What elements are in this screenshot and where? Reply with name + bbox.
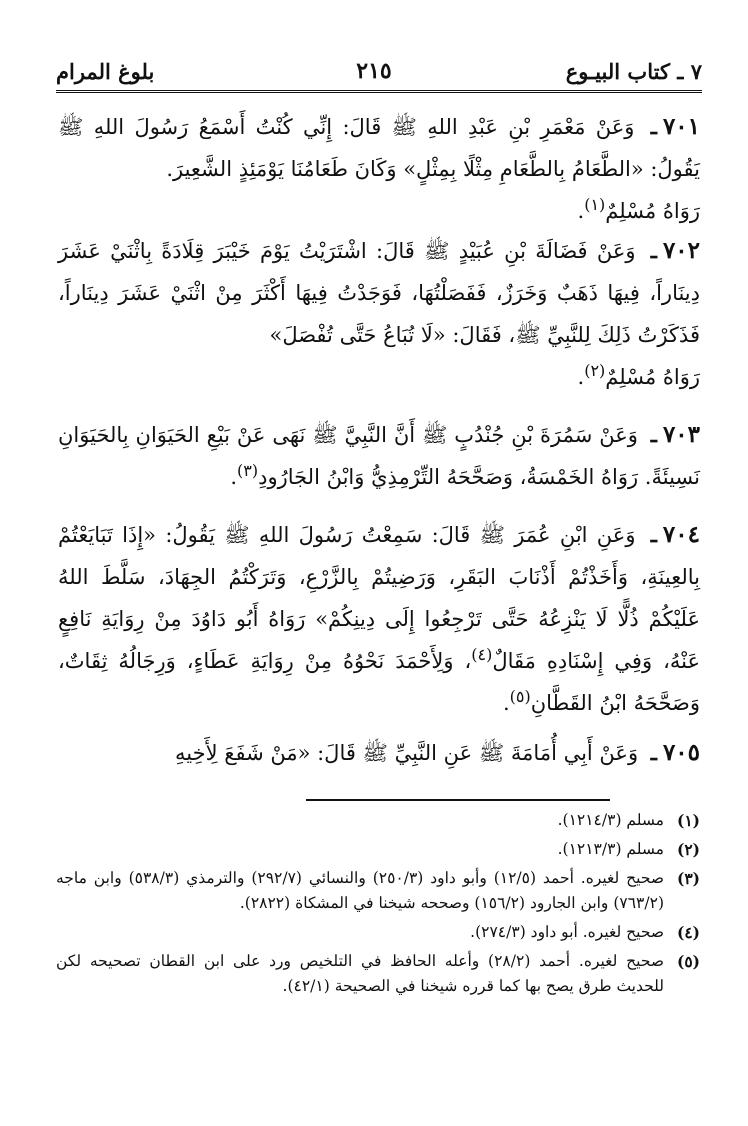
hadith-text: وَعَنْ سَمُرَةَ بْنِ جُنْدُبٍ ﷺ أَنَّ النَّبِيَّ ﷺ نَهَى عَنْ بَيْعِ الحَيَوَانِ بِالحَيَوَانِ نَسِيئَةً. رَوَاهُ الخَمْسَةُ، وَصَحَّحَهُ التِّرْمِذِيُّ وَابْنُ الجَارُودِ <box>58 423 700 489</box>
footnote-number: (٤) <box>676 923 700 942</box>
footnote-text: مسلم (١٢١٤/٣). <box>557 811 664 829</box>
page-number: ٢١٥ <box>356 58 392 84</box>
hadith-702 <box>58 230 700 398</box>
dash-separator: ـ <box>650 238 657 263</box>
hadith-704: ٧٠٤ـ وَعَنِ ابْنِ عُمَرَ ﷺ قَالَ: سَمِعْتُ رَسُولَ اللهِ ﷺ يَقُولُ: «إِذَا تَبَايَعْتُمْ بِالعِينَةِ، وَأَخَذْتُمْ أَذْنَابَ البَقَرِ، وَرَضِيتُمْ بِالزَّرْعِ، وَتَرَكْتُمُ الجِهَادَ، سَلَّطَ اللهُ عَلَيْكُمْ ذُلًّا لَا يَنْزِعُهُ حَتَّى تَرْجِعُوا إِلَى دِينِكُمْ» رَوَاهُ أَبُو دَاوُدَ مِنْ رِوَايَةِ نَافِعٍ عَنْهُ، وَفِي إِسْنَادِهِ مَقَالٌ$^{(٤)}$، وَلِأَحْمَدَ نَحْوُهُ مِنْ رِوَايَةِ عَطَاءٍ، وَرِجَالُهُ ثِقَاتٌ، وَصَحَّحَهُ ابْنُ القَطَّانِ$^{(٥)}$. <box>58 521 701 715</box>
footnote <box>56 808 700 833</box>
footnote-number: (٢) <box>676 840 700 859</box>
footnote-ref[interactable]: (٢) <box>584 361 606 380</box>
footnote-text: صحيح لغيره. أحمد (٢٨/٢) وأعله الحافظ في التلخيص ورد على ابن القطان تصحيحه لكن للحديث طرق يصح بها كما قرره شيخنا في الصحيحة (٤٢/١). <box>56 952 664 995</box>
hadith-number: ٧٠٥ <box>662 739 700 766</box>
hadith-text: وَعَنْ فَضَالَةَ بْنِ عُبَيْدٍ ﷺ قَالَ: اشْتَرَيْتُ يَوْمَ خَيْبَرَ قِلَادَةً بِاثْنَيْ عَشَرَ دِينَاراً، فِيهَا ذَهَبٌ وَخَرَزٌ، فَفَصَلْتُهَا، فَوَجَدْتُ فِيهَا أَكْثَرَ مِنْ اثْنَيْ عَشَرَ دِينَاراً، فَذَكَرْتُ ذَلِكَ لِلنَّبِيِّ ﷺ، فَقَالَ: «لَا تُبَاعُ حَتَّى تُفْصَلَ» <box>58 239 700 347</box>
footnote-number: (١) <box>676 811 700 830</box>
footnote <box>56 866 700 916</box>
hadith-source: رَوَاهُ مُسْلِمٌ$^{(١)}$. <box>577 195 700 223</box>
footnote <box>56 949 700 999</box>
footnote-text: مسلم (١٢١٣/٣). <box>557 840 664 858</box>
chapter-title: ٧ ـ كتاب البيـوع <box>565 58 702 84</box>
footnote-text: صحيح لغيره. أحمد (١٢/٥) وأبو داود (٢٥٠/٣) والنسائي (٢٩٢/٧) والترمذي (٥٣٨/٣) وابن ماجه (٧٦٣/٢) وابن الجارود (١٥٦/٢) وصححه شيخنا في المشكاة (٢٨٢٢). <box>56 869 664 912</box>
hadith-source: رَوَاهُ مُسْلِمٌ$^{(٢)}$. <box>577 361 700 389</box>
source-text: رَوَاهُ مُسْلِمٌ <box>605 199 700 223</box>
hadith-701 <box>58 106 700 232</box>
dash-separator: ـ <box>650 522 657 547</box>
hadith-text: وَعَنْ أَبِي أُمَامَةَ ﷺ عَنِ النَّبِيِّ ﷺ قَالَ: «مَنْ شَفَعَ لِأَخِيهِ <box>175 741 639 765</box>
footnote <box>56 837 700 862</box>
hadith-text-continued: ، وَلِأَحْمَدَ نَحْوُهُ مِنْ رِوَايَةِ عَطَاءٍ، وَرِجَالُهُ ثِقَاتٌ، وَصَحَّحَهُ ابْنُ القَطَّانِ <box>58 649 700 715</box>
footnote <box>56 920 700 945</box>
footnote-ref[interactable]: (٥) <box>509 687 531 706</box>
dash-separator: ـ <box>650 740 657 765</box>
footnote-number: (٥) <box>676 952 700 971</box>
dash-separator: ـ <box>650 114 657 139</box>
footnote-divider <box>306 799 610 801</box>
footnote-ref[interactable]: (٤) <box>471 645 493 664</box>
hadith-text: وَعَنْ مَعْمَرِ بْنِ عَبْدِ اللهِ ﷺ قَالَ: إِنِّي كُنْتُ أَسْمَعُ رَسُولَ اللهِ ﷺ يَقُولُ: «الطَّعَامُ بِالطَّعَامِ مِثْلًا بِمِثْلٍ» وَكَانَ طَعَامُنَا يَوْمَئِذٍ الشَّعِيرَ. <box>58 115 700 181</box>
hadith-705 <box>58 732 700 774</box>
source-text: رَوَاهُ مُسْلِمٌ <box>605 365 700 389</box>
hadith-text: وَعَنِ ابْنِ عُمَرَ ﷺ قَالَ: سَمِعْتُ رَسُولَ اللهِ ﷺ يَقُولُ: «إِذَا تَبَايَعْتُمْ بِالعِينَةِ، وَأَخَذْتُمْ أَذْنَابَ البَقَرِ، وَرَضِيتُمْ بِالزَّرْعِ، وَتَرَكْتُمُ الجِهَادَ، سَلَّطَ اللهُ عَلَيْكُمْ ذُلًّا لَا يَنْزِعُهُ حَتَّى تَرْجِعُوا إِلَى دِينِكُمْ» رَوَاهُ أَبُو دَاوُدَ مِنْ رِوَايَةِ نَافِعٍ عَنْهُ، وَفِي إِسْنَادِهِ مَقَالٌ <box>58 523 701 673</box>
hadith-number: ٧٠٢ <box>662 237 700 264</box>
book-title: بلوغ المرام <box>56 58 155 84</box>
dash-separator: ـ <box>650 422 657 447</box>
hadith-number: ٧٠٤ <box>662 521 700 548</box>
footnote-number: (٣) <box>676 869 700 888</box>
hadith-number: ٧٠٣ <box>662 421 700 448</box>
footnote-ref[interactable]: (٣) <box>237 461 259 480</box>
footnote-text: صحيح لغيره. أبو داود (٢٧٤/٣). <box>470 923 664 941</box>
page-header <box>56 52 702 93</box>
hadith-number: ٧٠١ <box>662 113 700 140</box>
hadith-703: ٧٠٣ـ وَعَنْ سَمُرَةَ بْنِ جُنْدُبٍ ﷺ أَنَّ النَّبِيَّ ﷺ نَهَى عَنْ بَيْعِ الحَيَوَانِ بِالحَيَوَانِ نَسِيئَةً. رَوَاهُ الخَمْسَةُ، وَصَحَّحَهُ التِّرْمِذِيُّ وَابْنُ الجَارُودِ$^{(٣)}$. <box>58 421 700 489</box>
footnote-ref[interactable]: (١) <box>584 195 606 214</box>
footnotes <box>56 808 700 1003</box>
